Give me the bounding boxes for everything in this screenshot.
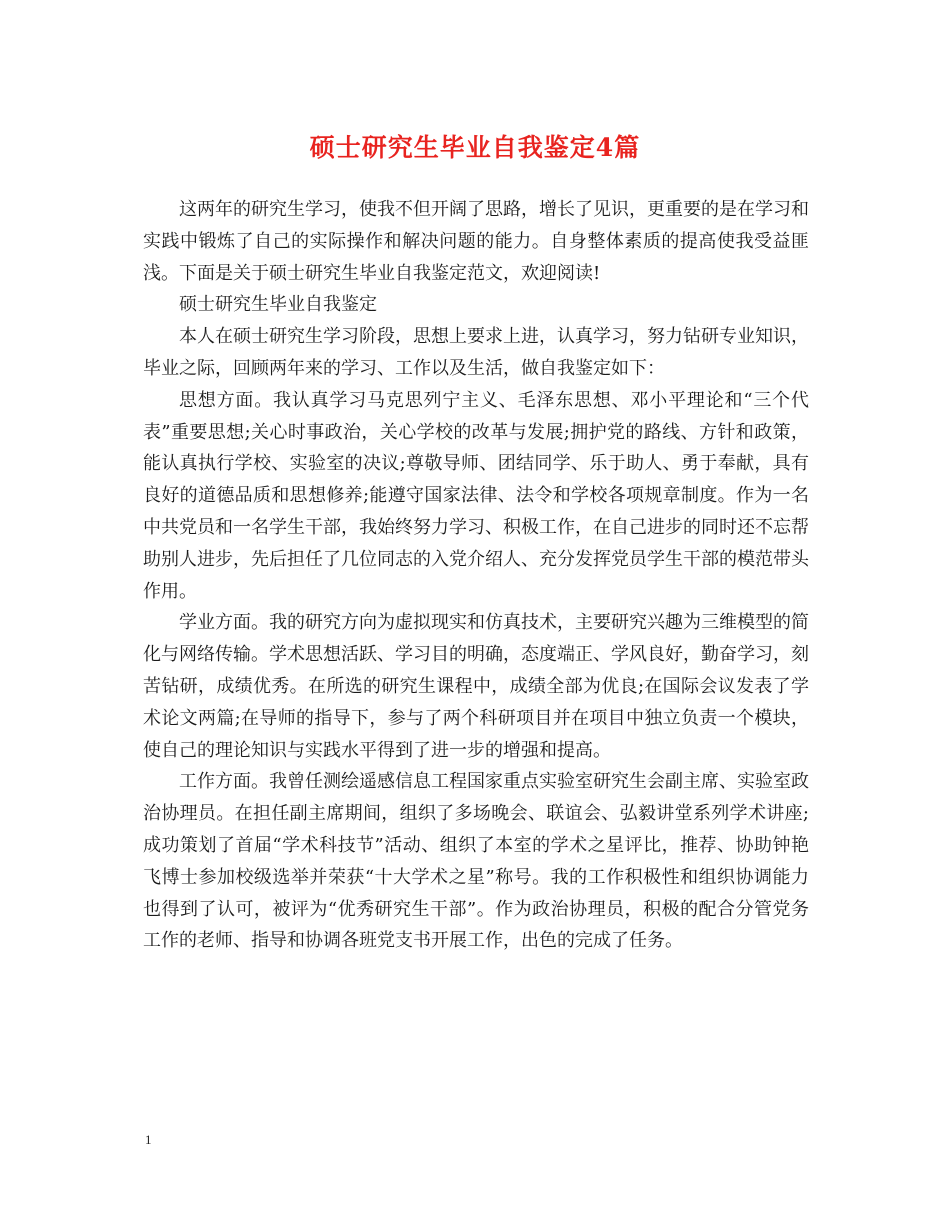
document-body xyxy=(143,194,809,957)
document-title: 硕士研究生毕业自我鉴定4篇 xyxy=(309,133,641,162)
paragraph-work: 工作方面。我曾任测绘遥感信息工程国家重点实验室研究生会副主席、实验室政治协理员。在担任副主席期间，组织了多场晚会、联谊会、弘毅讲堂系列学术讲座;成功策划了首届“学术科技节”活动、组织了本室的学术之星评比，推荐、协助钟艳飞博士参加校级选举并荣获“十大学术之星”称号。我的工作积极性和组织协调能力也得到了认可，被评为“优秀研究生干部”。作为政治协理员，积极的配合分管党务工作的老师、指导和协调各班党支书开展工作，出色的完成了任务。 xyxy=(143,771,809,952)
page-number: 1 xyxy=(145,1132,152,1147)
paragraph-academics: 学业方面。我的研究方向为虚拟现实和仿真技术，主要研究兴趣为三维模型的简化与网络传输。学术思想活跃、学习目的明确，态度端正、学风良好，勤奋学习，刻苦钻研，成绩优秀。在所选的研究生课程中，成绩全部为优良;在国际会议发表了学术论文两篇;在导师的指导下，参与了两个科研项目并在项目中独立负责一个模块，使自己的理论知识与实践水平得到了进一步的增强和提高。 xyxy=(143,612,809,761)
paragraph-subheading: 硕士研究生毕业自我鉴定 xyxy=(179,294,377,316)
paragraph-ideology: 思想方面。我认真学习马克思列宁主义、毛泽东思想、邓小平理论和“三个代表”重要思想;关心时事政治，关心学校的改革与发展;拥护党的路线、方针和政策，能认真执行学校、实验室的决议;尊敬导师、团结同学、乐于助人、勇于奉献，具有良好的道德品质和思想修养;能遵守国家法律、法令和学校各项规章制度。作为一名中共党员和一名学生干部，我始终努力学习、积极工作，在自己进步的同时还不忘帮助别人进步，先后担任了几位同志的入党介绍人、充分发挥党员学生干部的模范带头作用。 xyxy=(143,389,809,602)
paragraph-intro: 这两年的研究生学习，使我不但开阔了思路，增长了见识，更重要的是在学习和实践中锻炼了自己的实际操作和解决问题的能力。自身整体素质的提高使我受益匪浅。下面是关于硕士研究生毕业自我鉴定范文，欢迎阅读! xyxy=(143,199,809,284)
paragraph-opening: 本人在硕士研究生学习阶段，思想上要求上进，认真学习，努力钻研专业知识，毕业之际，回顾两年来的学习、工作以及生活，做自我鉴定如下： xyxy=(143,326,809,379)
